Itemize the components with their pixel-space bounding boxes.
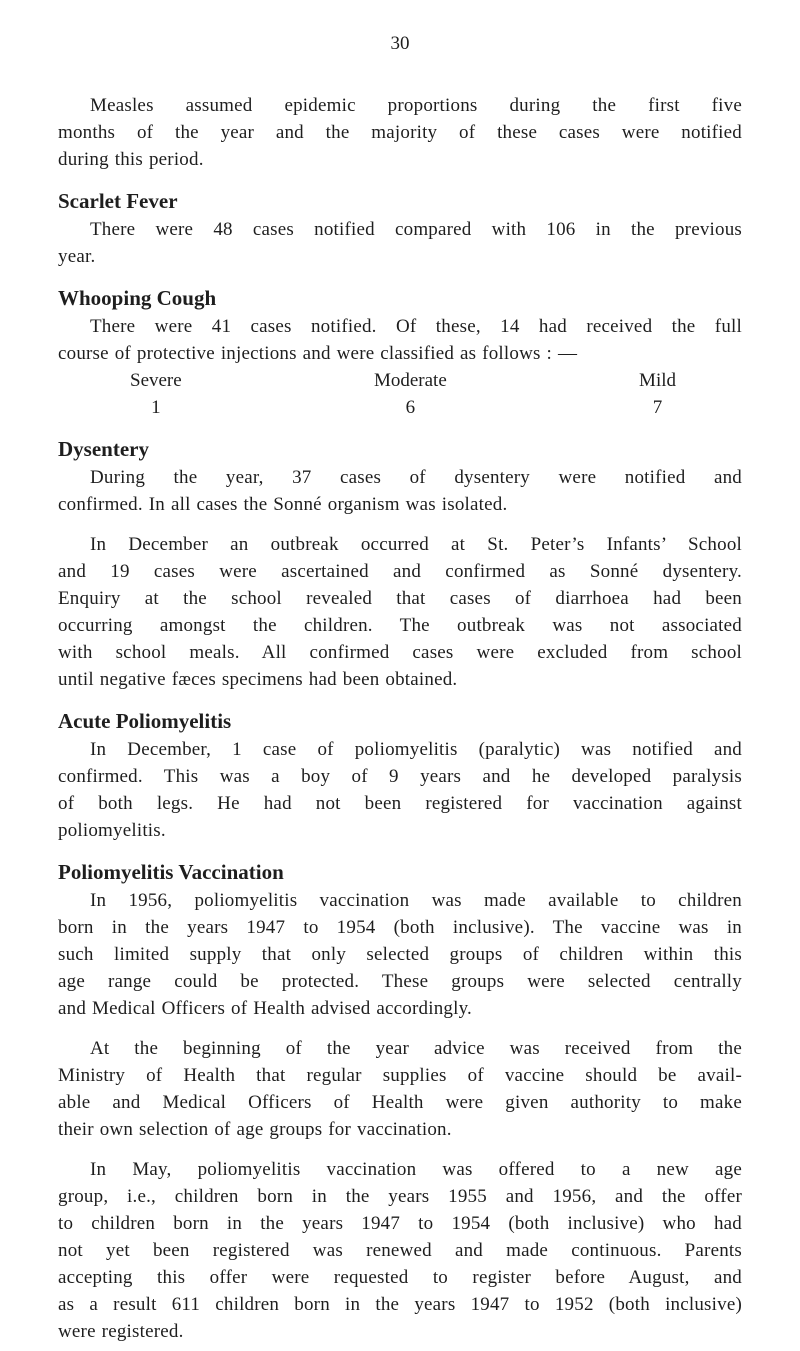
paragraph	[58, 313, 742, 367]
text-line: and 19 cases were ascertained and confirmed as Sonné dysentery.	[58, 561, 742, 582]
classification-label: Mild	[639, 370, 676, 391]
classification-label: Moderate	[373, 370, 447, 391]
classification-moderate	[374, 367, 447, 421]
text-line: In May, poliomyelitis vaccination was offered to a new age	[90, 1159, 742, 1180]
section-heading: Whooping Cough	[58, 286, 217, 310]
text-line: confirmed. In all cases the Sonné organism was isolated.	[58, 494, 508, 515]
text-line: months of the year and the majority of these cases were notified	[58, 122, 742, 143]
text-line: During the year, 37 cases of dysentery were notified and	[90, 467, 742, 488]
text-line: confirmed. This was a boy of 9 years and he developed paralysis	[58, 766, 742, 787]
paragraph	[58, 1156, 742, 1345]
text-line: during this period.	[58, 149, 204, 170]
text-line: year.	[58, 246, 96, 267]
text-line: accepting this offer were requested to register before August, and	[58, 1267, 742, 1288]
paragraph	[58, 531, 742, 693]
classification-value: 1	[151, 397, 161, 418]
text-line: such limited supply that only selected groups of children within this	[58, 944, 742, 965]
classification-table	[130, 367, 676, 421]
text-line: of both legs. He had not been registered for vaccination against	[58, 793, 742, 814]
text-line: In December, 1 case of poliomyelitis (paralytic) was notified and	[90, 739, 742, 760]
text-line: At the beginning of the year advice was received from the	[90, 1038, 742, 1059]
paragraph	[58, 736, 742, 844]
document-body	[58, 92, 742, 1345]
paragraph	[58, 216, 742, 270]
classification-mild	[639, 367, 676, 421]
section-whooping-cough	[58, 283, 742, 421]
text-line: There were 48 cases notified compared with 106 in the previous	[90, 219, 742, 240]
classification-label: Severe	[130, 370, 182, 391]
classification-value: 7	[652, 397, 663, 418]
text-line: until negative fæces specimens had been obtained.	[58, 669, 458, 690]
text-line: In 1956, poliomyelitis vaccination was made available to children	[90, 890, 742, 911]
text-line: and Medical Officers of Health advised accordingly.	[58, 998, 472, 1019]
text-line: age range could be protected. These groups were selected centrally	[58, 971, 742, 992]
section-poliomyelitis-vaccination	[58, 857, 742, 1345]
text-line: Ministry of Health that regular supplies of vaccine should be avail-	[58, 1065, 742, 1086]
paragraph	[58, 887, 742, 1022]
text-line: not yet been registered was renewed and made continuous. Parents	[58, 1240, 742, 1261]
text-line: to children born in the years 1947 to 1954 (both inclusive) who had	[58, 1213, 742, 1234]
text-line: born in the years 1947 to 1954 (both inclusive). The vaccine was in	[58, 917, 742, 938]
paragraph	[58, 92, 742, 173]
section-acute-poliomyelitis	[58, 706, 742, 844]
text-line: occurring amongst the children. The outbreak was not associated	[58, 615, 742, 636]
text-line: group, i.e., children born in the years 1955 and 1956, and the offer	[58, 1186, 742, 1207]
text-line: Measles assumed epidemic proportions during the first five	[90, 95, 742, 116]
classification-value: 6	[405, 397, 416, 418]
text-line: There were 41 cases notified. Of these, 14 had received the full	[90, 316, 742, 337]
section-heading: Poliomyelitis Vaccination	[58, 860, 284, 884]
section-heading: Dysentery	[58, 437, 149, 461]
section-intro	[58, 92, 742, 173]
page-number: 30	[390, 33, 410, 54]
text-line: were registered.	[58, 1321, 184, 1342]
classification-severe	[130, 367, 182, 421]
section-scarlet-fever	[58, 186, 742, 270]
text-line: as a result 611 children born in the years 1947 to 1952 (both inclusive)	[58, 1294, 742, 1315]
text-line: Enquiry at the school revealed that cases of diarrhoea had been	[58, 588, 742, 609]
paragraph	[58, 464, 742, 518]
section-heading: Scarlet Fever	[58, 189, 178, 213]
section-heading: Acute Poliomyelitis	[58, 709, 232, 733]
text-line: course of protective injections and were classified as follows : —	[58, 343, 578, 364]
text-line: In December an outbreak occurred at St. Peter’s Infants’ School	[90, 534, 742, 555]
paragraph	[58, 1035, 742, 1143]
text-line: their own selection of age groups for vaccination.	[58, 1119, 452, 1140]
text-line: with school meals. All confirmed cases were excluded from school	[58, 642, 742, 663]
section-dysentery	[58, 434, 742, 693]
text-line: poliomyelitis.	[58, 820, 166, 841]
text-line: able and Medical Officers of Health were given authority to make	[58, 1092, 742, 1113]
